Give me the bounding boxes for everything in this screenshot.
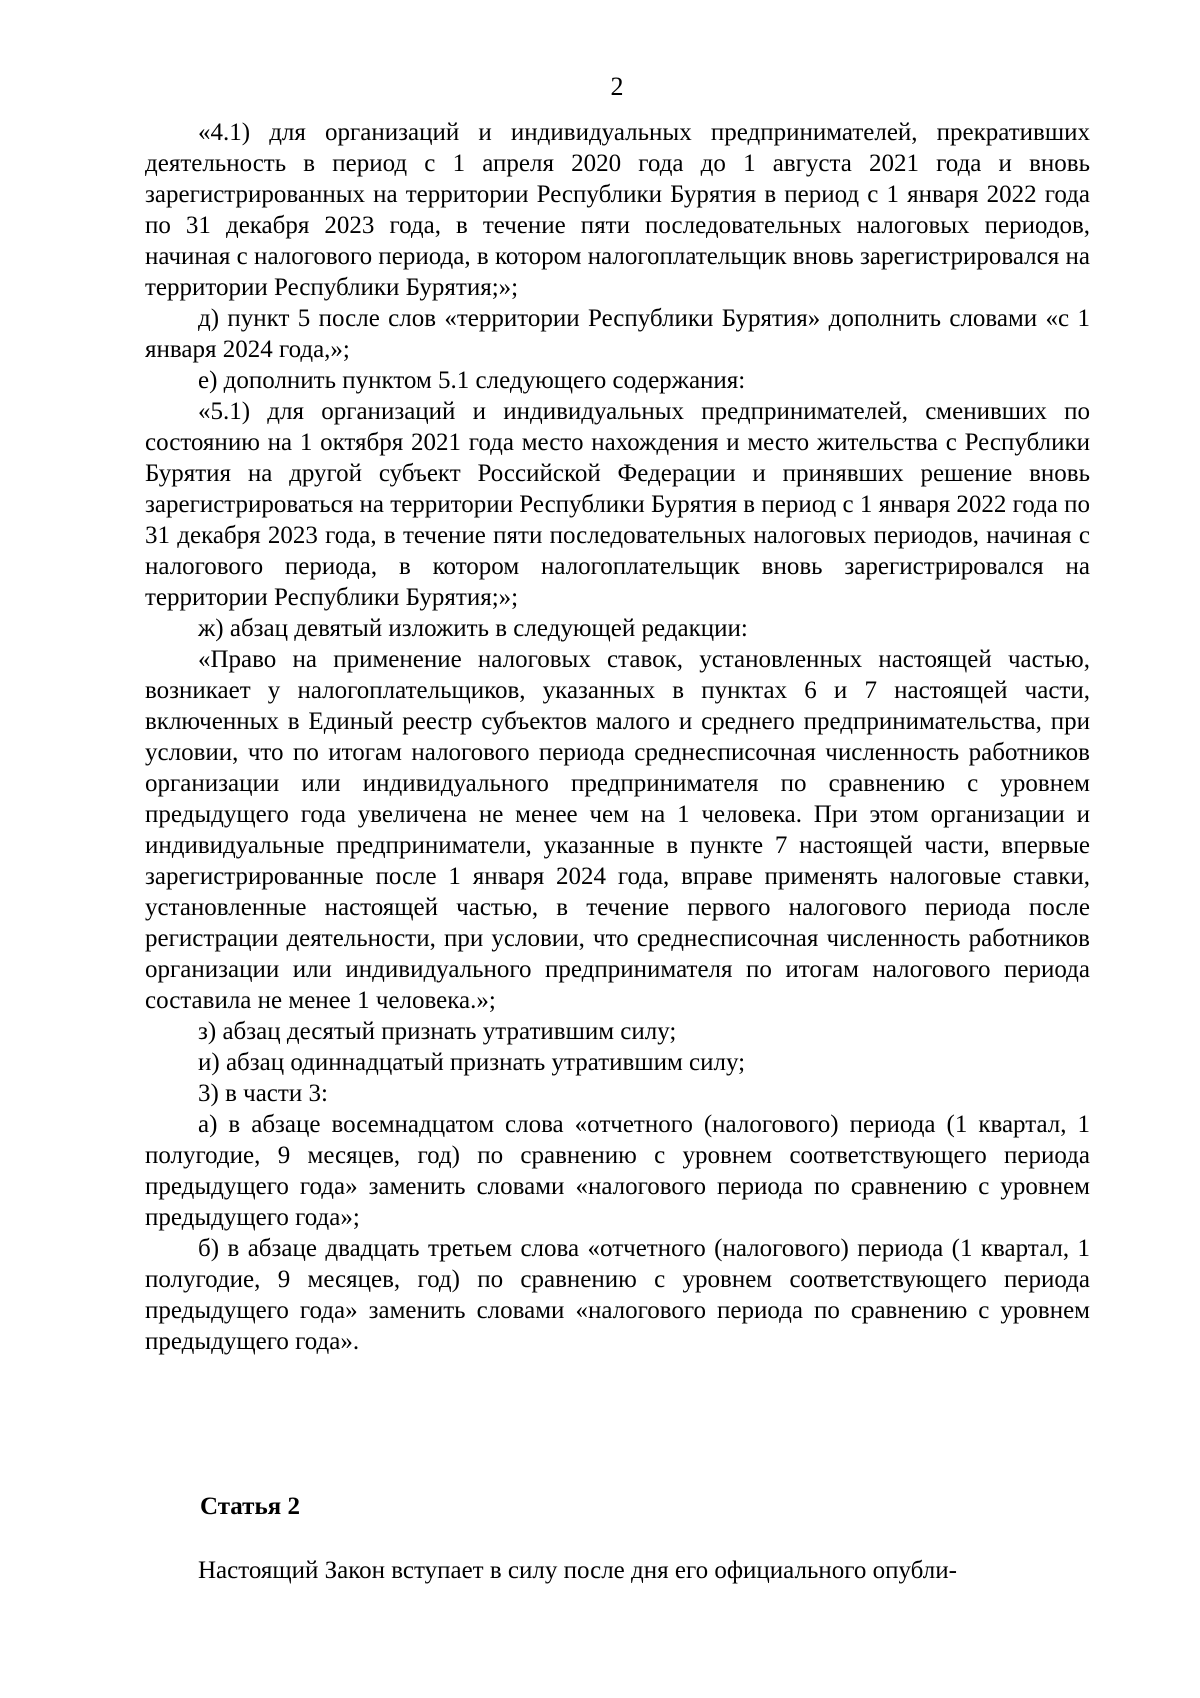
paragraph-item-i: и) абзац одиннадцатый признать утратившим силу; bbox=[198, 1049, 746, 1076]
paragraph-4-1: «4.1) для организаций и индивидуальных предпринимателей, прекративших деятельность в период с 1 апреля 2020 года до 1 августа 2021 года и вновь зарегистрированных на территории Республики Бурятия в период с 1 января 2022 года по 31 декабря 2023 года, в течение пяти последовательных налоговых периодов, начиная с налогового периода, в котором налогоплательщик вновь зарегистрировался на территории Республики Бурятия;»; bbox=[145, 119, 1090, 301]
paragraph-item-zh: ж) абзац девятый изложить в следующей редакции: bbox=[198, 615, 748, 642]
paragraph-item-d: д) пункт 5 после слов «территории Республики Бурятия» дополнить словами «с 1 января 2024 года,»; bbox=[145, 305, 1090, 363]
article-heading: Статья 2 bbox=[200, 1493, 300, 1520]
document-body bbox=[145, 117, 1090, 1357]
paragraph-item-e: е) дополнить пунктом 5.1 следующего содержания: bbox=[198, 367, 746, 394]
paragraph-tax-rate-right: «Право на применение налоговых ставок, установленных настоящей частью, возникает у налогоплательщиков, указанных в пунктах 6 и 7 настоящей части, включенных в Единый реестр субъектов малого и среднего предпринимательства, при условии, что по итогам налогового периода среднесписочная численность работников организации или индивидуального предпринимателя по сравнению с уровнем предыдущего года увеличена не менее чем на 1 человека. При этом организации и индивидуальные предприниматели, указанные в пункте 7 настоящей части, впервые зарегистрированные после 1 января 2024 года, вправе применять налоговые ставки, установленные настоящей частью, в течение первого налогового периода после регистрации деятельности, при условии, что среднесписочная численность работников организации или индивидуального предпринимателя по итогам налогового периода составила не менее 1 человека.»; bbox=[145, 646, 1090, 1014]
page-number: 2 bbox=[610, 72, 624, 101]
paragraph-item-z: з) абзац десятый признать утратившим силу; bbox=[198, 1018, 677, 1045]
final-paragraph: Настоящий Закон вступает в силу после дня его официального опубли- bbox=[198, 1557, 957, 1584]
paragraph-part-3: 3) в части 3: bbox=[198, 1080, 328, 1107]
paragraph-5-1: «5.1) для организаций и индивидуальных предпринимателей, сменивших по состоянию на 1 октября 2021 года место нахождения и место жительства с Республики Бурятия на другой субъект Российской Федерации и принявших решение вновь зарегистрироваться на территории Республики Бурятия в период с 1 января 2022 года по 31 декабря 2023 года, в течение пяти последовательных налоговых периодов, начиная с налогового периода, в котором налогоплательщик вновь зарегистрировался на территории Республики Бурятия;»; bbox=[145, 398, 1090, 611]
paragraph-item-b: б) в абзаце двадцать третьем слова «отчетного (налогового) периода (1 квартал, 1 полугодие, 9 месяцев, год) по сравнению с уровнем соответствующего периода предыдущего года» заменить словами «налогового периода по сравнению с уровнем предыдущего года». bbox=[145, 1235, 1090, 1355]
paragraph-item-a: а) в абзаце восемнадцатом слова «отчетного (налогового) периода (1 квартал, 1 полугодие, 9 месяцев, год) по сравнению с уровнем соответствующего периода предыдущего года» заменить словами «налогового периода по сравнению с уровнем предыдущего года»; bbox=[145, 1111, 1090, 1231]
